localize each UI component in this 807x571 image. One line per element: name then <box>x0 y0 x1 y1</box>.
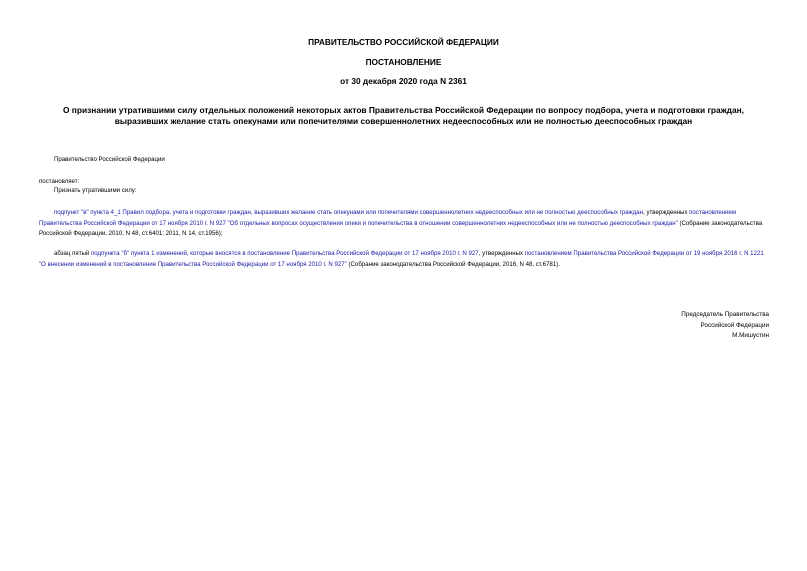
intro-paragraph: Правительство Российской Федерации <box>54 156 165 163</box>
resolves-paragraph: постановляет: <box>39 178 80 185</box>
document-title-line-1: О признании утратившими силу отдельных положений некоторых актов Правительства Российской Федерации по вопросу подбора, учета и подготовки граждан, <box>62 105 745 115</box>
document-type-heading: ПОСТАНОВЛЕНИЕ <box>365 57 442 67</box>
item-2-text-paragraph: абзац пятый <box>54 250 91 257</box>
government-heading: ПРАВИТЕЛЬСТВО РОССИЙСКОЙ ФЕДЕРАЦИИ <box>308 37 499 47</box>
document-title-line-2: выразивших желание стать опекунами или попечителями совершеннолетних недееспособных или не полностью дееспособных граждан <box>114 116 693 126</box>
item-2-text-approved: , утвержденных <box>478 250 525 257</box>
item-2-link-resolution[interactable]: постановлением Правительства Российской Федерации от 19 ноября 2016 г. N 1221 "О внесении изменений в постановление Правительства Российской Федерации от 17 ноября 2010 г. N 927" <box>39 250 764 268</box>
item-1-text-approved: , утвержденных <box>643 209 690 216</box>
item-1-text-source: (Собрание законодательства Российской Федерации, 2010, N 48, ст.6401; 2011, N 14, ст.1956); <box>39 219 763 237</box>
signature-name: М.Мишустин <box>732 332 769 339</box>
recognize-paragraph: Признать утратившими силу: <box>54 187 137 194</box>
item-2-paragraph <box>39 249 769 270</box>
signature-position-line-1: Председатель Правительства <box>681 311 769 318</box>
document-date-number: от 30 декабря 2020 года N 2361 <box>340 76 467 86</box>
item-1-link-resolution[interactable]: постановлением Правительства Российской Федерации от 17 ноября 2010 г. N 927 "Об отдельных вопросах осуществления опеки и попечительства в отношении совершеннолетних недееспособных или не полностью дееспособных граждан" <box>39 209 737 227</box>
item-1-link-subpoint[interactable]: подпункт "в" пункта 4_1 Правил подбора, учета и подготовки граждан, выразивших желание стать опекунами или попечителями совершеннолетних недееспособных или не полностью дееспособных граждан <box>54 209 644 216</box>
signature-position-line-2: Российской Федерации <box>700 322 769 329</box>
item-1-paragraph <box>39 208 769 240</box>
item-2-link-changes[interactable]: подпункта "б" пункта 1 изменений, которые вносятся в постановление Правительства Российской Федерации от 17 ноября 2010 г. N 927 <box>90 250 479 257</box>
item-2-text-source: (Собрание законодательства Российской Федерации, 2016, N 48, ст.6781). <box>346 260 560 268</box>
